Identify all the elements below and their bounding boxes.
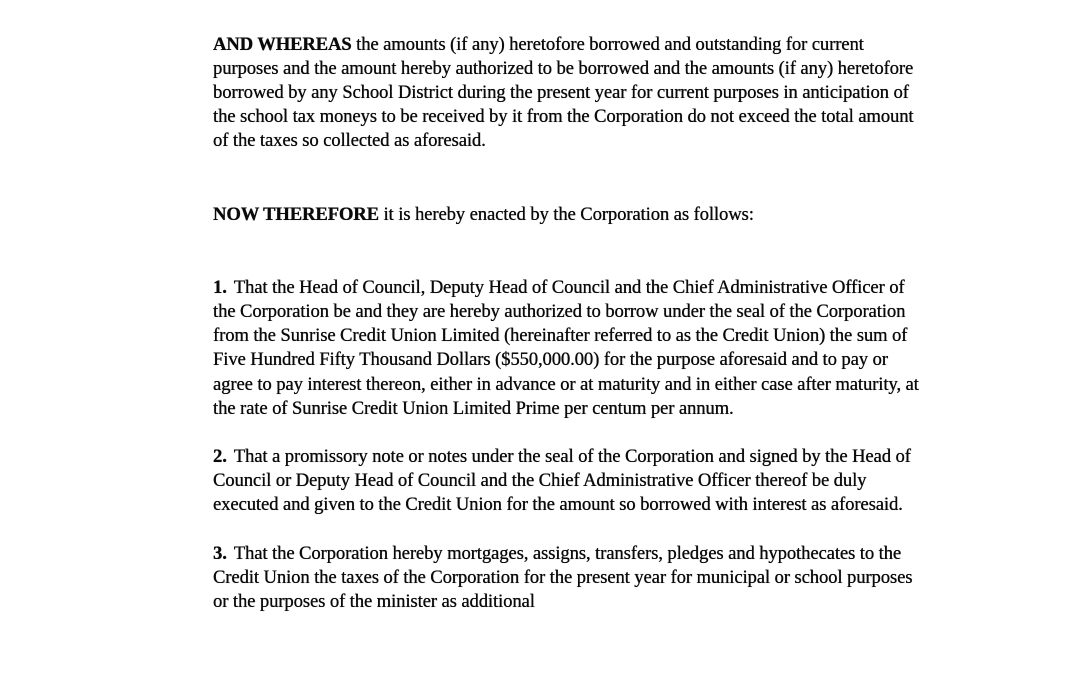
- now-therefore-body: it is hereby enacted by the Corporation as follows:: [378, 203, 754, 225]
- now-therefore-lead: NOW THEREFORE: [213, 203, 379, 225]
- clause-3-number: 3.: [213, 542, 227, 564]
- clause-1-number: 1.: [213, 276, 227, 298]
- and-whereas-lead: AND WHEREAS: [213, 33, 352, 55]
- clause-3-body: That the Corporation hereby mortgages, assigns, transfers, pledges and hypothecates to the Credit Union the taxes of the Corporation for the present year for municipal or school purposes or the purposes of the minister as additional: [213, 542, 913, 613]
- paragraph-and-whereas: [213, 33, 929, 154]
- and-whereas-body: the amounts (if any) heretofore borrowed and outstanding for current purposes and the amount hereby authorized to be borrowed and the amounts (if any) heretofore borrowed by any School District during the present year for current purposes in anticipation of the school tax moneys to be received by it from the Corporation do not exceed the total amount of the taxes so collected as aforesaid.: [213, 33, 914, 152]
- clause-2-body: That a promissory note or notes under the seal of the Corporation and signed by the Head of Council or Deputy Head of Council and the Chief Administrative Officer thereof be duly executed and given to the Credit Union for the amount so borrowed with interest as aforesaid.: [213, 446, 911, 516]
- paragraph-clause-3: [213, 542, 929, 615]
- document-text-column: [213, 14, 929, 633]
- clause-1-body: That the Head of Council, Deputy Head of Council and the Chief Administrative Officer of the Corporation be and they are hereby authorized to borrow under the seal of the Corporation from the Sunrise Credit Union Limited (hereinafter referred to as the Credit Union) the sum of Five Hundred Fifty Thousand Dollars ($550,000.00) for the purpose aforesaid and to pay or agree to pay interest thereon, either in advance or at maturity and in either case after maturity, at the rate of Sunrise Credit Union Limited Prime per centum per annum.: [213, 276, 919, 419]
- clause-2-number: 2.: [213, 446, 227, 468]
- paragraph-now-therefore: [213, 203, 929, 227]
- paragraph-clause-2: [213, 445, 929, 518]
- paragraph-clause-1: [213, 276, 929, 421]
